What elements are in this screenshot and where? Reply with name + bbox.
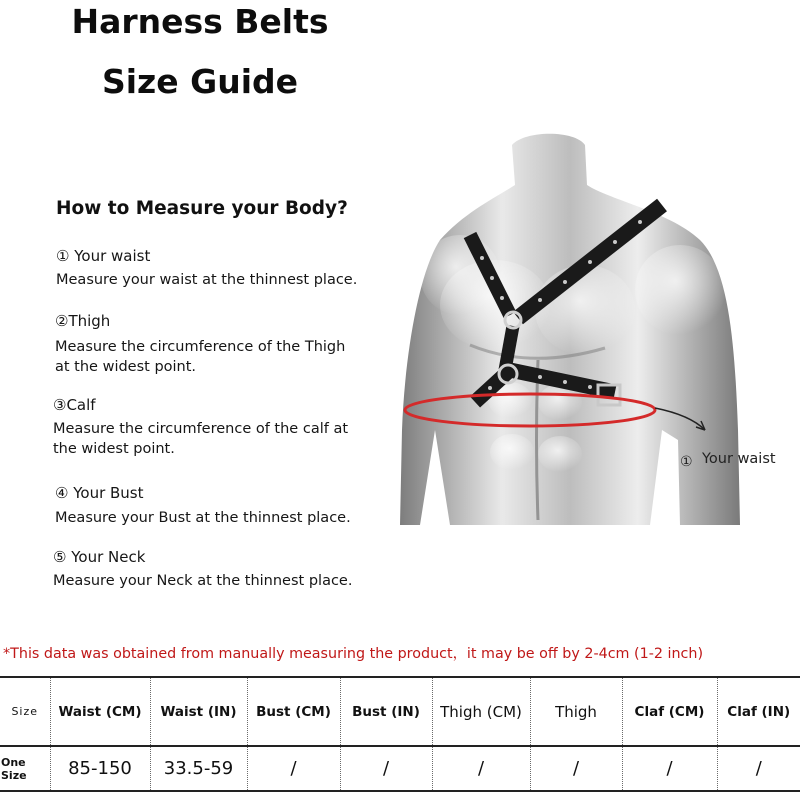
col-thigh: Thigh xyxy=(530,677,622,746)
cell-thigh-cm: / xyxy=(432,746,530,791)
cell-bust-in: / xyxy=(340,746,432,791)
waist-marker: ① xyxy=(680,454,693,470)
waist-label: Your waist xyxy=(702,451,776,467)
table-header-row xyxy=(0,677,800,746)
measurement-note: *This data was obtained from manually measuring the product，it may be off by 2-4cm (1-2 inch) xyxy=(3,646,704,662)
step-waist-title: ① Your waist xyxy=(56,247,151,265)
cell-claf-cm: / xyxy=(622,746,717,791)
step-thigh-title: ②Thigh xyxy=(55,312,111,330)
step-calf-title: ③Calf xyxy=(53,396,96,414)
cell-size: One Size xyxy=(0,746,50,791)
cell-claf-in: / xyxy=(717,746,800,791)
cell-waist-in: 33.5-59 xyxy=(150,746,247,791)
step-calf-desc: Measure the circumference of the calf at the widest point. xyxy=(53,421,349,457)
measure-heading: How to Measure your Body? xyxy=(56,198,348,219)
cell-thigh: / xyxy=(530,746,622,791)
page-subtitle: Size Guide xyxy=(101,62,299,101)
col-waist-cm: Waist (CM) xyxy=(50,677,150,746)
table-row xyxy=(0,746,800,791)
col-thigh-cm: Thigh (CM) xyxy=(432,677,530,746)
mannequin-illustration xyxy=(400,130,800,530)
size-table xyxy=(0,676,800,792)
col-waist-in: Waist (IN) xyxy=(150,677,247,746)
col-bust-in: Bust (IN) xyxy=(340,677,432,746)
col-bust-cm: Bust (CM) xyxy=(247,677,340,746)
step-waist-desc: Measure your waist at the thinnest place. xyxy=(56,272,358,288)
cell-bust-cm: / xyxy=(247,746,340,791)
step-bust-title: ④ Your Bust xyxy=(55,484,144,502)
col-claf-in: Claf (IN) xyxy=(717,677,800,746)
page-title: Harness Belts xyxy=(71,2,329,41)
col-size: Size xyxy=(0,677,50,746)
step-bust-desc: Measure your Bust at the thinnest place. xyxy=(55,510,351,526)
step-neck-title: ⑤ Your Neck xyxy=(53,548,146,566)
col-claf-cm: Claf (CM) xyxy=(622,677,717,746)
cell-waist-cm: 85-150 xyxy=(50,746,150,791)
step-neck-desc: Measure your Neck at the thinnest place. xyxy=(53,573,353,589)
step-thigh-desc: Measure the circumference of the Thigh at the widest point. xyxy=(55,339,346,375)
